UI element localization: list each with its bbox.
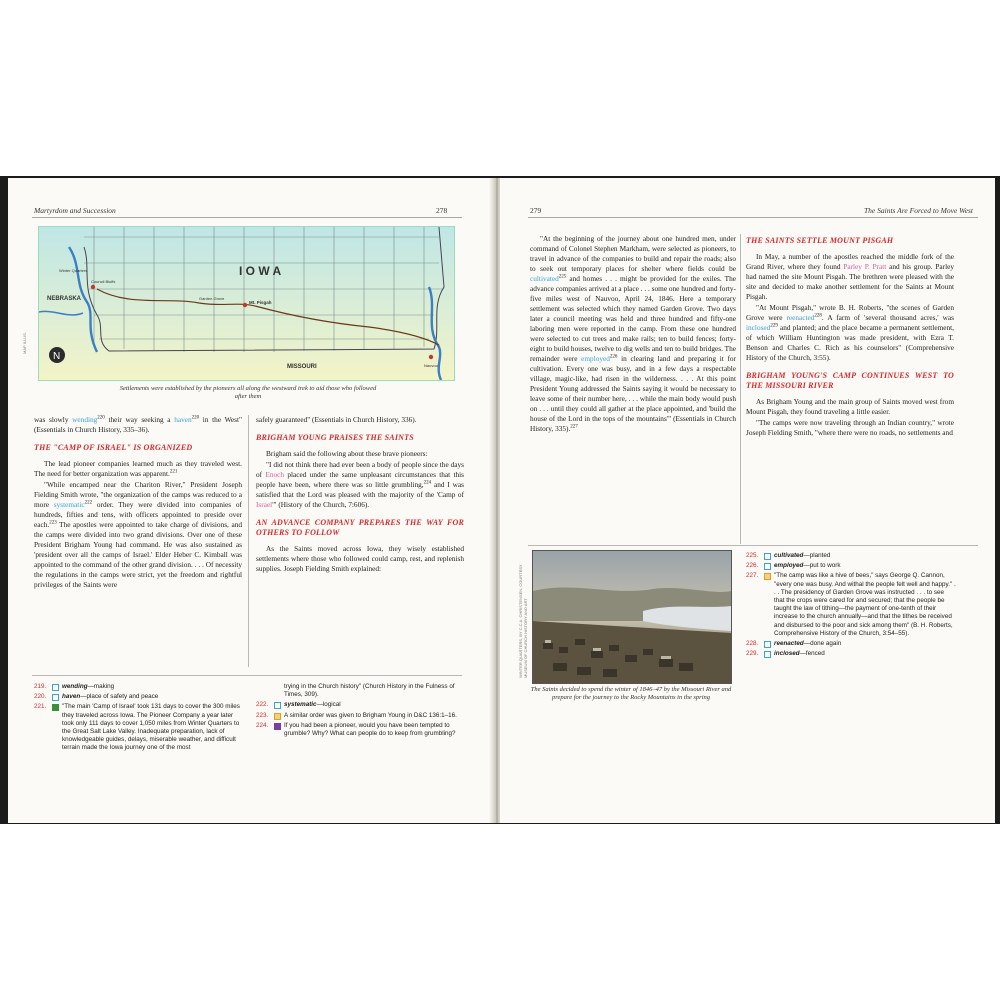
right-column-1: "At the beginning of the journey about one hundred men, under command of Colonel Stephen Markham, were selected as pioneers, to travel in advance of the companies to build and repair the roads; also to seek out temporary places for shelter where fields could be cultivated$^{225}$ and homes . . . might be provided for the exiles. The advance companies arrived at a place . . . some one hundred and forty-five miles west of Nauvoo, April 24, 1846. Here a temporary settlement was selected which they named Garden Grove. Two days later a council meeting was held and three hundred and fifty-one laboring men were reported in the camp. From these one hundred were selected to cut trees and make rails; ten to build fences; forty-eight to build houses, twelve to dig wells and ten to build bridges. The remainder were employed$^{226}$ in clearing land and preparing it for cultivation. Every one was busy, and in a few days a respectable village, magic-like, had risen in the wilderness. . . . At this point President Young addressed the Saints saying it would be necessary to leave some of their number here, . . . while the main body would push on . . . until they could all gather at the place appointed, and 'build the house of the Lord in the tops of the mountains'" (Essentials in Church History, 335).$^{227}$ [530, 234, 736, 433]
footnote-220: 220. haven—place of safety and peace [34, 693, 159, 701]
heading-brigham-praises: BRIGHAM YOUNG PRAISES THE SAINTS [256, 433, 414, 442]
left-page [8, 178, 494, 823]
photo-credit: WINTER QUARTERS, BY C.C.A. CHRISTENSEN. COURTESY MUSEUM OF CHURCH HISTORY AND ART [518, 564, 528, 678]
word-parley-pratt[interactable]: Parley P. Pratt [843, 262, 887, 271]
footnotes-left [34, 683, 242, 755]
header-rule [32, 217, 462, 218]
painting-graphic [533, 551, 731, 683]
question-icon [274, 723, 281, 730]
svg-text:N: N [53, 351, 61, 362]
left-column-2: safely guaranteed" (Essentials in Church History, 336). BRIGHAM YOUNG PRAISES THE SAINTS Brigham said the following about these brave pioneers: "I did not think there had ever been a body of people since the days of Enoch placed under the same unpleasant circumstances that this people have been, where there was so little grumbling,$^{224}$ and I was satisfied that the Lord was pleased with the majority of the 'Camp of Israel'" (History of the Church, 7:606). AN ADVANCE COMPANY PREPARES THE WAY FOR OTHERS TO FOLLOW As the Saints moved across Iowa, they wisely established settlements where those who followed could camp, rest, and replenish supplies. Joseph Fielding Smith explained: [256, 415, 464, 573]
vocab-icon [274, 702, 281, 709]
vocab-icon [764, 553, 771, 560]
missouri-label: MISSOURI [287, 364, 317, 370]
map-caption: Settlements were established by the pioneers all along the westward trek to aid those who followed after them [119, 385, 377, 400]
quote-icon [52, 704, 59, 711]
vocab-icon [764, 641, 771, 648]
map-credit: MAP ILLUS. [22, 332, 27, 354]
footnote-221-cont: trying in the Church history" (Church History in the Fulness of Times, 309). [284, 683, 455, 699]
right-page [500, 178, 995, 823]
quote-icon [764, 573, 771, 580]
column-divider [248, 415, 249, 667]
word-reenacted[interactable]: reenacted [786, 313, 815, 322]
word-inclosed[interactable]: inclosed [746, 323, 771, 332]
footnote-223: 223. A similar order was given to Brigham Young in D&C 136:1–16. [256, 711, 457, 719]
header-rule [528, 217, 978, 218]
footnotes-right-col [256, 683, 464, 740]
map-graphic [39, 227, 454, 380]
vocab-icon [52, 684, 59, 691]
city-council-bluffs: Council Bluffs [91, 279, 116, 284]
footnote-221: 221. "The main 'Camp of Israel' took 131 days to cover the 300 miles they traveled across Iowa. The Pioneer Company a year later took only 111 days to cover 1,050 miles from Winter Quarters to the Great Salt Lake Valley. Inadequate preparation, lack of knowledgeable guides, delays, miserable weather, and difficult terrain made the Iowa journey one of the most [34, 703, 240, 752]
vocab-icon [764, 563, 771, 570]
footnotes-right-page [746, 552, 956, 660]
word-enoch[interactable]: Enoch [265, 470, 285, 479]
city-nauvoo: Nauvoo [424, 363, 438, 368]
word-employed[interactable]: employed [581, 354, 610, 363]
vocab-icon [52, 694, 59, 701]
footnote-229: 229. inclosed—fenced [746, 650, 825, 658]
heading-advance-company: AN ADVANCE COMPANY PREPARES THE WAY FOR OTHERS TO FOLLOW [256, 518, 464, 537]
word-haven[interactable]: haven [174, 415, 192, 424]
city-winter-quarters: Winter Quarters [59, 268, 88, 273]
photo-caption: The Saints decided to spend the winter of 1846–47 by the Missouri River and prepare for the journey to the Rocky Mountains in the spring [530, 686, 732, 701]
word-systematic[interactable]: systematic [53, 500, 85, 509]
left-column-1: was slowly wending$^{220}$ their way seeking a haven$^{220}$ in the West" (Essentials in Church History, 335–36). THE "CAMP OF ISRAEL" IS ORGANIZED The lead pioneer companies learned much as they traveled west. The need for better organization was apparent.$^{221}$ "While encamped near the Chariton River," President Joseph Fielding Smith wrote, "the organization of the camps was reduced to a more systematic$^{222}$ order. They were divided into companies of hundreds, fifties and tens, with officers appointed to preside over each.$^{223}$ The apostles were appointed to take charge of divisions, and the camps were divided into two grand divisions. Over one of these President Brigham Young had command. He was also sustained as 'president over all the camps of Israel.' Elder Heber C. Kimball was appointed to the command of the other grand division. . . . Of necessity the regulations in the camps were strict, yet the freedom and rightful privileges of the Saints were [34, 415, 242, 589]
running-head: Martyrdom and Succession [34, 206, 116, 215]
right-column-2: THE SAINTS SETTLE MOUNT PISGAH In May, a number of the apostles reached the middle fork of the Grand River, where they found Parley P. Pratt and his group. Parley had named the site Mount Pisgah. The brethren were pleased with the site and decided to make another settlement for the Saints at Mount Pisgah. "At Mount Pisgah," wrote B. H. Roberts, "the scenes of Garden Grove were reenacted$^{228}$. A farm of 'several thousand acres,' was inclosed$^{229}$ and planted; and the place became a permanent settlement, of which William Huntington was made president, with Ezra T. Benson and Charles C. Rich as his counselors" (Comprehensive History of the Church, 3:55). BRIGHAM YOUNG'S CAMP CONTINUES WEST TO THE MISSOURI RIVER As Brigham Young and the main group of Saints moved west from Mount Pisgah, they found traveling a little easier. "The camps were now traveling through an Indian country," wrote Joseph Fielding Smith, "where there were no roads, no settlements and [746, 236, 954, 437]
nebraska-label: NEBRASKA [47, 296, 82, 302]
column-divider [740, 234, 741, 544]
running-head: The Saints Are Forced to Move West [863, 206, 973, 215]
footnote-222: 222. systematic—logical [256, 701, 341, 709]
footnote-225: 225. cultivated—planted [746, 552, 831, 559]
footnote-rule [528, 545, 978, 546]
heading-brigham-camp: BRIGHAM YOUNG'S CAMP CONTINUES WEST TO THE MISSOURI RIVER [746, 371, 954, 390]
city-garden-grove: Garden Grove [199, 296, 225, 301]
heading-camp-of-israel: THE "CAMP OF ISRAEL" IS ORGANIZED [34, 443, 193, 452]
winter-quarters-painting [532, 550, 732, 684]
footnote-226: 226. employed—put to work [746, 562, 841, 570]
page-number: 278 [436, 206, 448, 215]
page-number: 279 [530, 206, 542, 215]
iowa-label: I O W A [239, 264, 282, 278]
word-israel[interactable]: Israel [256, 500, 273, 509]
word-cultivated[interactable]: cultivated [530, 274, 559, 283]
iowa-map [38, 226, 455, 381]
footnote-228: 228. reenacted—done again [746, 640, 842, 648]
scripture-icon [274, 713, 281, 720]
heading-mount-pisgah: THE SAINTS SETTLE MOUNT PISGAH [746, 236, 894, 245]
city-mt-pisgah: Mt. Pisgah [249, 300, 272, 305]
word-wending[interactable]: wending [72, 415, 98, 424]
vocab-icon [764, 651, 771, 658]
footnote-224: 224. If you had been a pioneer, would you have been tempted to grumble? Why? What can people do to keep from grumbling? [256, 721, 456, 738]
footnote-219: 219. wending—making [34, 683, 115, 690]
footnote-rule [32, 675, 462, 676]
footnote-227: 227. "The camp was like a hive of bees," says George Q. Cannon, "every one was busy. And withal the people felt well and happy." . . . The presidency of Garden Grove was instructed . . . to see that the crops were cared for and secured; that the people be taught the law of tithing—the payment of one-tenth of their increase to the church annually—and that the tithes be received and disbursed to the poor and sick among them" (B. H. Roberts, Comprehensive History of the Church, 3:54–55). [746, 572, 956, 637]
